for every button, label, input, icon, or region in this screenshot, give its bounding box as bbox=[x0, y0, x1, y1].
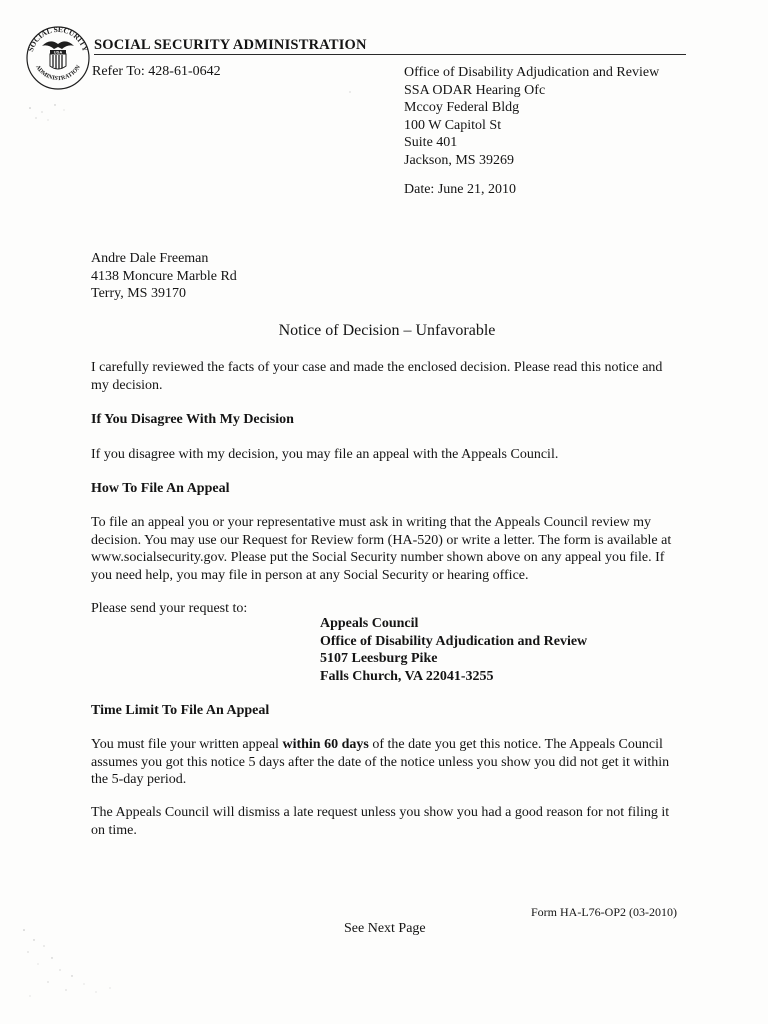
disagree-paragraph: If you disagree with my decision, you may file an appeal with the Appeals Council. bbox=[91, 447, 559, 462]
agency-name: SOCIAL SECURITY ADMINISTRATION bbox=[94, 37, 367, 53]
seal-center-text: USA bbox=[53, 49, 63, 55]
how-to-file-heading: How To File An Appeal bbox=[91, 481, 230, 496]
office-address-line: Suite 401 bbox=[404, 135, 458, 151]
notice-title: Notice of Decision – Unfavorable bbox=[278, 322, 496, 339]
intro-paragraph: I carefully reviewed the facts of your case and made the enclosed decision. Please read this notice and my decision. bbox=[91, 360, 663, 393]
office-address-line: 100 W Capitol St bbox=[404, 117, 502, 133]
send-request-text: Please send your request to: bbox=[91, 601, 248, 616]
time-limit-emphasis: within 60 days bbox=[282, 737, 369, 752]
letter-date: Date: June 21, 2010 bbox=[404, 182, 516, 197]
recipient-line: Terry, MS 39170 bbox=[91, 286, 186, 302]
recipient-address bbox=[91, 250, 237, 303]
dismiss-paragraph: The Appeals Council will dismiss a late request unless you show you had a good reason for not filing it on time. bbox=[91, 805, 670, 838]
office-address bbox=[404, 64, 659, 170]
appeals-address-line: 5107 Leesburg Pike bbox=[320, 651, 438, 667]
time-limit-heading: Time Limit To File An Appeal bbox=[91, 703, 270, 718]
office-address-line: Mccoy Federal Bldg bbox=[404, 100, 520, 116]
form-identifier: Form HA-L76-OP2 (03-2010) bbox=[531, 905, 677, 919]
appeals-address-line: Appeals Council bbox=[320, 616, 419, 631]
appeals-address-line: Office of Disability Adjudication and Review bbox=[320, 633, 588, 649]
disagree-heading: If You Disagree With My Decision bbox=[91, 412, 294, 427]
appeals-address-line: Falls Church, VA 22041-3255 bbox=[320, 668, 494, 684]
appeals-council-address bbox=[320, 615, 587, 685]
time-limit-text-start: You must file your written appeal bbox=[91, 737, 283, 752]
how-to-file-paragraph: To file an appeal you or your representative must ask in writing that the Appeals Council review my decision. You may use our Request for Review form (HA-520) or write a letter. The form is available at www.socialsecurity.gov. Please put the Social Security number shown above on any appeal you file. If you need help, you may file in person at any Social Security or hearing office. bbox=[91, 515, 672, 583]
office-address-line: Office of Disability Adjudication and Review bbox=[404, 65, 660, 80]
recipient-line: 4138 Moncure Marble Rd bbox=[91, 268, 237, 284]
ssa-seal-icon bbox=[24, 22, 92, 90]
time-limit-paragraph bbox=[91, 736, 681, 789]
refer-to: Refer To: 428-61-0642 bbox=[92, 64, 221, 79]
recipient-line: Andre Dale Freeman bbox=[91, 251, 209, 266]
office-address-line: Jackson, MS 39269 bbox=[404, 152, 515, 168]
time-limit-text-end: of the date you get this notice. The Appeals Council assumes you got this notice 5 days after the date of the notice unless you show you did not get it within the 5-day period. bbox=[91, 737, 670, 788]
office-address-line: SSA ODAR Hearing Ofc bbox=[404, 82, 546, 98]
letterhead-rule bbox=[94, 54, 686, 55]
see-next-page: See Next Page bbox=[344, 921, 426, 936]
seal-bottom-text: ADMINISTRATION bbox=[34, 64, 82, 83]
svg-text:ADMINISTRATION bbox=[34, 64, 82, 82]
seal-top-text: SOCIAL SECURITY bbox=[25, 24, 91, 53]
